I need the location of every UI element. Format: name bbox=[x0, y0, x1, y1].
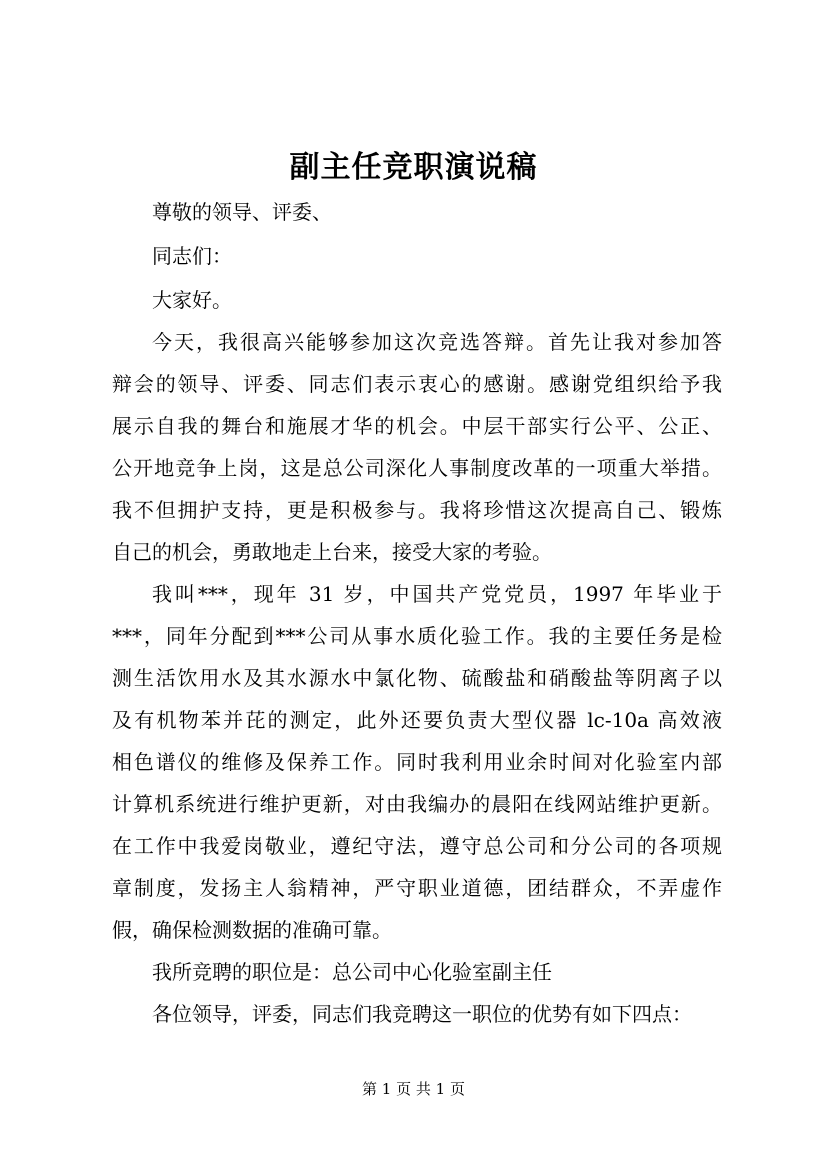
paragraph-2-line: 计算机系统进行维护更新，对由我编办的晨阳在线网站维护更新。 bbox=[112, 792, 722, 816]
document-title: 副主任竞职演说稿 bbox=[289, 150, 538, 185]
paragraph-2-line: 假，确保检测数据的准确可靠。 bbox=[112, 918, 392, 942]
paragraph-2-line: 及有机物苯并芘的测定，此外还要负责大型仪器 lc-10a 高效液 bbox=[112, 708, 722, 732]
salutation-line-1: 尊敬的领导、评委、 bbox=[152, 200, 332, 224]
paragraph-2-line: 相色谱仪的维修及保养工作。同时我利用业余时间对化验室内部 bbox=[112, 750, 722, 774]
salutation-line-2: 同志们： bbox=[152, 244, 232, 268]
paragraph-1-line: 自己的机会，勇敢地走上台来，接受大家的考验。 bbox=[112, 540, 552, 564]
page-number-footer: 第 1 页 共 1 页 bbox=[362, 1080, 465, 1098]
paragraph-3-line: 我所竞聘的职位是：总公司中心化验室副主任 bbox=[152, 960, 552, 984]
paragraph-1-line: 今天，我很高兴能够参加这次竞选答辩。首先让我对参加答 bbox=[152, 330, 722, 354]
paragraph-2-line: 在工作中我爱岗敬业，遵纪守法，遵守总公司和分公司的各项规 bbox=[112, 834, 722, 858]
paragraph-2-line: 章制度，发扬主人翁精神，严守职业道德，团结群众，不弄虚作 bbox=[112, 876, 722, 900]
paragraph-4-line: 各位领导，评委，同志们我竞聘这一职位的优势有如下四点： bbox=[152, 1002, 692, 1026]
paragraph-2-line: 我叫***，现年 31 岁，中国共产党党员，1997 年毕业于 bbox=[152, 582, 722, 606]
paragraph-1-line: 辩会的领导、评委、同志们表示衷心的感谢。感谢党组织给予我 bbox=[112, 372, 722, 396]
greeting-line: 大家好。 bbox=[152, 288, 232, 312]
paragraph-1-line: 我不但拥护支持，更是积极参与。我将珍惜这次提高自己、锻炼 bbox=[112, 498, 722, 522]
paragraph-2-line: ***，同年分配到***公司从事水质化验工作。我的主要任务是检 bbox=[112, 624, 722, 648]
paragraph-1-line: 展示自我的舞台和施展才华的机会。中层干部实行公平、公正、 bbox=[112, 414, 722, 438]
paragraph-1-line: 公开地竞争上岗，这是总公司深化人事制度改革的一项重大举措。 bbox=[112, 456, 722, 480]
paragraph-2-line: 测生活饮用水及其水源水中氯化物、硫酸盐和硝酸盐等阴离子以 bbox=[112, 666, 722, 690]
